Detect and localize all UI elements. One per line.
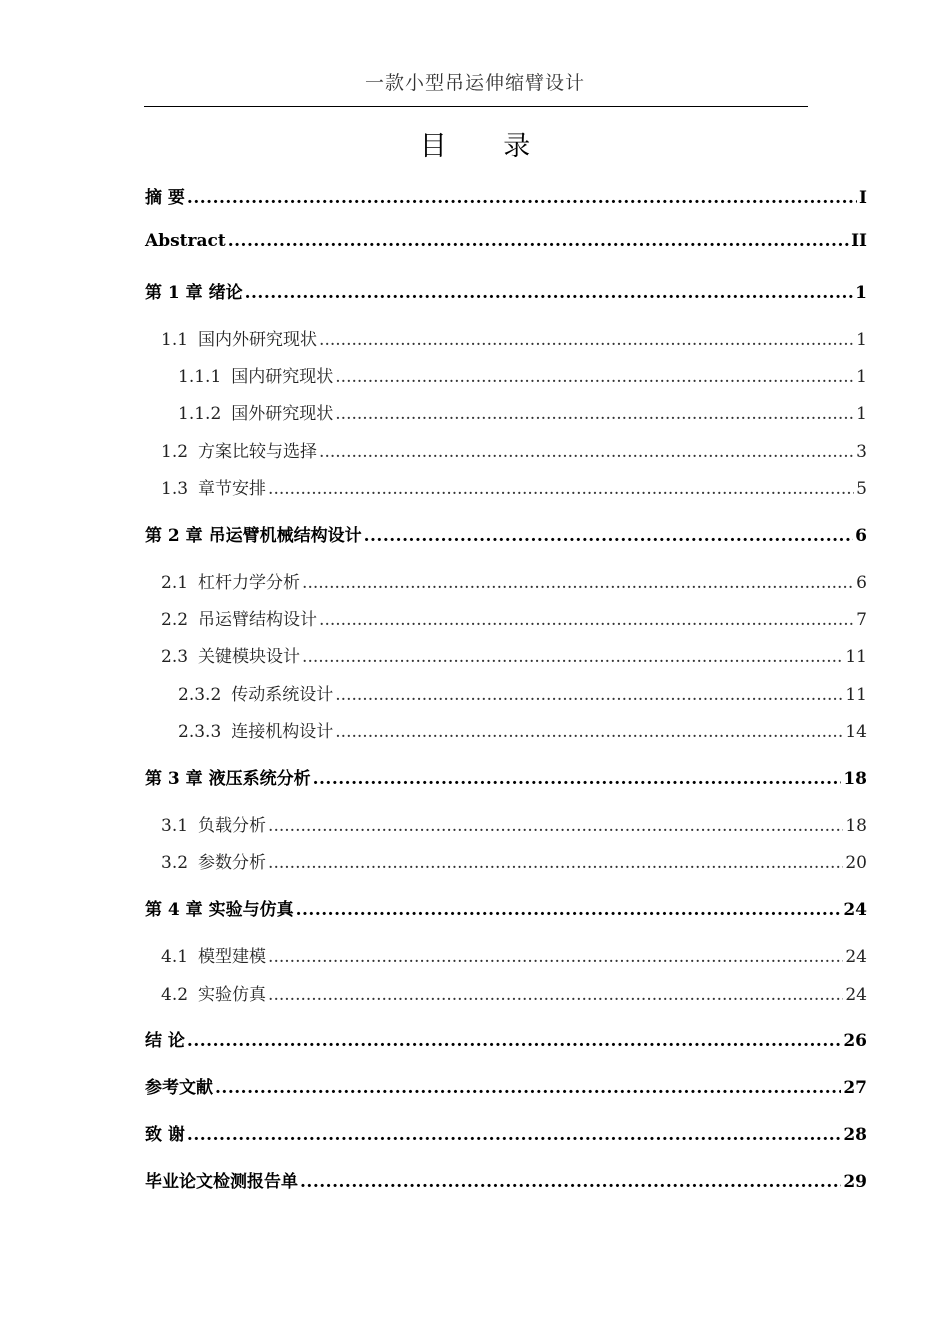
toc-entry-text: 章节安排 <box>198 479 267 499</box>
toc-leader-dots <box>364 526 854 546</box>
toc-entry-label <box>145 183 185 208</box>
toc-entry-label <box>145 278 243 303</box>
toc-leader-dots <box>245 283 854 303</box>
toc-leader-dots <box>187 1125 841 1145</box>
toc-entry-label <box>145 1073 213 1098</box>
toc-entry-page: 11 <box>845 647 867 667</box>
toc-entry[interactable] <box>161 942 867 967</box>
toc-entry-page: 1 <box>855 283 867 303</box>
toc-entry[interactable] <box>145 1073 867 1098</box>
toc-leader-dots <box>268 985 843 1005</box>
toc-leader-dots <box>228 231 849 251</box>
toc-entry-page: 29 <box>843 1172 867 1192</box>
toc-entry-text: 结 论 <box>145 1031 185 1051</box>
toc-entry[interactable] <box>161 437 867 462</box>
toc-entry[interactable] <box>161 325 867 350</box>
toc-entry-page: 6 <box>855 526 867 546</box>
toc-entry-text: 毕业论文检测报告单 <box>145 1172 298 1192</box>
toc-entry-page: 24 <box>845 985 867 1005</box>
toc-leader-dots <box>319 442 854 462</box>
toc-entry-label <box>161 848 266 873</box>
toc-entry[interactable] <box>145 1026 867 1051</box>
toc-entry-page: 1 <box>856 330 867 350</box>
toc-entry-text: 摘 要 <box>145 188 185 208</box>
toc-entry-number: 2.2 <box>161 610 189 630</box>
toc-entry[interactable] <box>145 278 867 303</box>
toc-entry-label <box>145 895 294 920</box>
toc-entry[interactable] <box>161 848 867 873</box>
toc-entry-text: 负载分析 <box>198 816 267 836</box>
toc-leader-dots <box>335 722 843 742</box>
toc-entry-page: 11 <box>845 685 867 705</box>
toc-leader-dots <box>268 479 854 499</box>
toc-entry[interactable] <box>145 521 867 546</box>
toc-entry-page: 18 <box>843 769 867 789</box>
toc-entry-label <box>161 605 317 630</box>
toc-entry-number: 3.1 <box>161 816 189 836</box>
toc-leader-dots <box>302 647 843 667</box>
toc-entry-page: 27 <box>843 1078 867 1098</box>
toc-entry-number: 4.2 <box>161 985 189 1005</box>
toc-entry[interactable] <box>145 764 867 789</box>
toc-entry[interactable] <box>178 362 867 387</box>
toc-entry-text: 实验仿真 <box>198 985 267 1005</box>
toc-entry-number: 1.1.1 <box>178 367 222 387</box>
toc-entry-page: 6 <box>856 573 867 593</box>
toc-entry-text: 第 4 章 实验与仿真 <box>145 900 294 920</box>
toc-entry-text: 方案比较与选择 <box>198 442 318 462</box>
toc-title: 目 录 <box>419 131 555 162</box>
toc-entry-text: 传动系统设计 <box>231 685 334 705</box>
toc-leader-dots <box>335 404 854 424</box>
toc-entry-label <box>178 717 333 742</box>
toc-entry-text: 国内研究现状 <box>231 367 334 387</box>
toc-entry-page: 1 <box>856 404 867 424</box>
toc-entry-number: 1.1 <box>161 330 189 350</box>
toc-entry-text: 第 2 章 吊运臂机械结构设计 <box>145 526 362 546</box>
toc-leader-dots <box>215 1078 841 1098</box>
toc-entry-label <box>178 399 333 424</box>
toc-entry-page: 5 <box>856 479 867 499</box>
toc-entry-text: 吊运臂结构设计 <box>198 610 318 630</box>
toc-entry-page: I <box>859 188 867 208</box>
toc-entry-number: 2.3 <box>161 647 189 667</box>
toc-entry[interactable] <box>178 680 867 705</box>
toc-entry-text: 连接机构设计 <box>231 722 334 742</box>
toc-entry-page: 18 <box>845 816 867 836</box>
toc-entry[interactable] <box>145 183 867 208</box>
toc-entry[interactable] <box>178 399 867 424</box>
toc-entry-label <box>145 1120 185 1145</box>
toc-entry-text: 国外研究现状 <box>231 404 334 424</box>
toc-entry-label <box>161 437 317 462</box>
toc-leader-dots <box>313 769 842 789</box>
toc-leader-dots <box>319 610 854 630</box>
toc-entry-page: 3 <box>856 442 867 462</box>
toc-entry-label <box>145 521 362 546</box>
toc-entry-text: 第 1 章 绪论 <box>145 283 243 303</box>
toc-leader-dots <box>335 367 854 387</box>
toc-entry-page: 1 <box>856 367 867 387</box>
toc-entry-page: 20 <box>845 853 867 873</box>
toc-entry-text: 第 3 章 液压系统分析 <box>145 769 311 789</box>
toc-entry-label <box>161 325 317 350</box>
toc-entry[interactable] <box>161 605 867 630</box>
toc-entry-label <box>145 1167 298 1192</box>
toc-entry-label <box>161 642 300 667</box>
toc-entry-label <box>161 568 300 593</box>
toc-leader-dots <box>268 947 843 967</box>
toc-entry-page: 28 <box>843 1125 867 1145</box>
toc-leader-dots <box>302 573 854 593</box>
toc-entry[interactable] <box>145 895 867 920</box>
toc-entry-label <box>161 811 266 836</box>
toc-entry[interactable] <box>145 1120 867 1145</box>
running-header-title: 一款小型吊运伸缩臂设计 <box>364 72 585 94</box>
toc-entry-label <box>161 942 266 967</box>
toc-leader-dots <box>335 685 843 705</box>
toc-entry-page: II <box>851 231 867 251</box>
toc-entry-text: 参考文献 <box>145 1078 213 1098</box>
toc-leader-dots <box>296 900 842 920</box>
toc-entry-page: 26 <box>843 1031 867 1051</box>
toc-entry-label <box>145 764 311 789</box>
toc-entry-number: 1.1.2 <box>178 404 222 424</box>
toc-leader-dots <box>187 1031 841 1051</box>
toc-entry-page: 24 <box>843 900 867 920</box>
toc-entry-label <box>178 362 333 387</box>
toc-entry-text: Abstract <box>145 231 226 251</box>
toc-entry-number: 1.3 <box>161 479 189 499</box>
toc-entry-page: 24 <box>845 947 867 967</box>
toc-entry-label <box>161 474 266 499</box>
toc-entry-page: 14 <box>845 722 867 742</box>
toc-leader-dots <box>319 330 854 350</box>
toc-entry-page: 7 <box>856 610 867 630</box>
toc-entry-number: 1.2 <box>161 442 189 462</box>
toc-entry[interactable] <box>178 717 867 742</box>
toc-entry-number: 4.1 <box>161 947 189 967</box>
toc-entry-number: 3.2 <box>161 853 189 873</box>
toc-leader-dots <box>300 1172 841 1192</box>
toc-entry[interactable] <box>145 1167 867 1192</box>
toc-entry-label <box>145 1026 185 1051</box>
toc-entry-text: 致 谢 <box>145 1125 185 1145</box>
toc-entry-label <box>178 680 333 705</box>
toc-entry-label <box>161 980 266 1005</box>
toc-entry-number: 2.3.3 <box>178 722 222 742</box>
toc-entry-text: 关键模块设计 <box>198 647 301 667</box>
toc-entry-number: 2.1 <box>161 573 189 593</box>
toc-entry-number: 2.3.2 <box>178 685 222 705</box>
toc-entry[interactable] <box>161 642 867 667</box>
header-rule <box>144 106 808 107</box>
toc-entry[interactable] <box>161 980 867 1005</box>
toc-entry-text: 杠杆力学分析 <box>198 573 301 593</box>
toc-entry-text: 参数分析 <box>198 853 267 873</box>
toc-entry[interactable] <box>145 231 867 251</box>
toc-leader-dots <box>187 188 857 208</box>
toc-entry[interactable] <box>161 811 867 836</box>
toc-entry-text: 国内外研究现状 <box>198 330 318 350</box>
toc-entry[interactable] <box>161 568 867 593</box>
toc-entry-text: 模型建模 <box>198 947 267 967</box>
toc-entry[interactable] <box>161 474 867 499</box>
toc-leader-dots <box>268 853 843 873</box>
toc-leader-dots <box>268 816 843 836</box>
toc-entry-label <box>145 231 226 251</box>
